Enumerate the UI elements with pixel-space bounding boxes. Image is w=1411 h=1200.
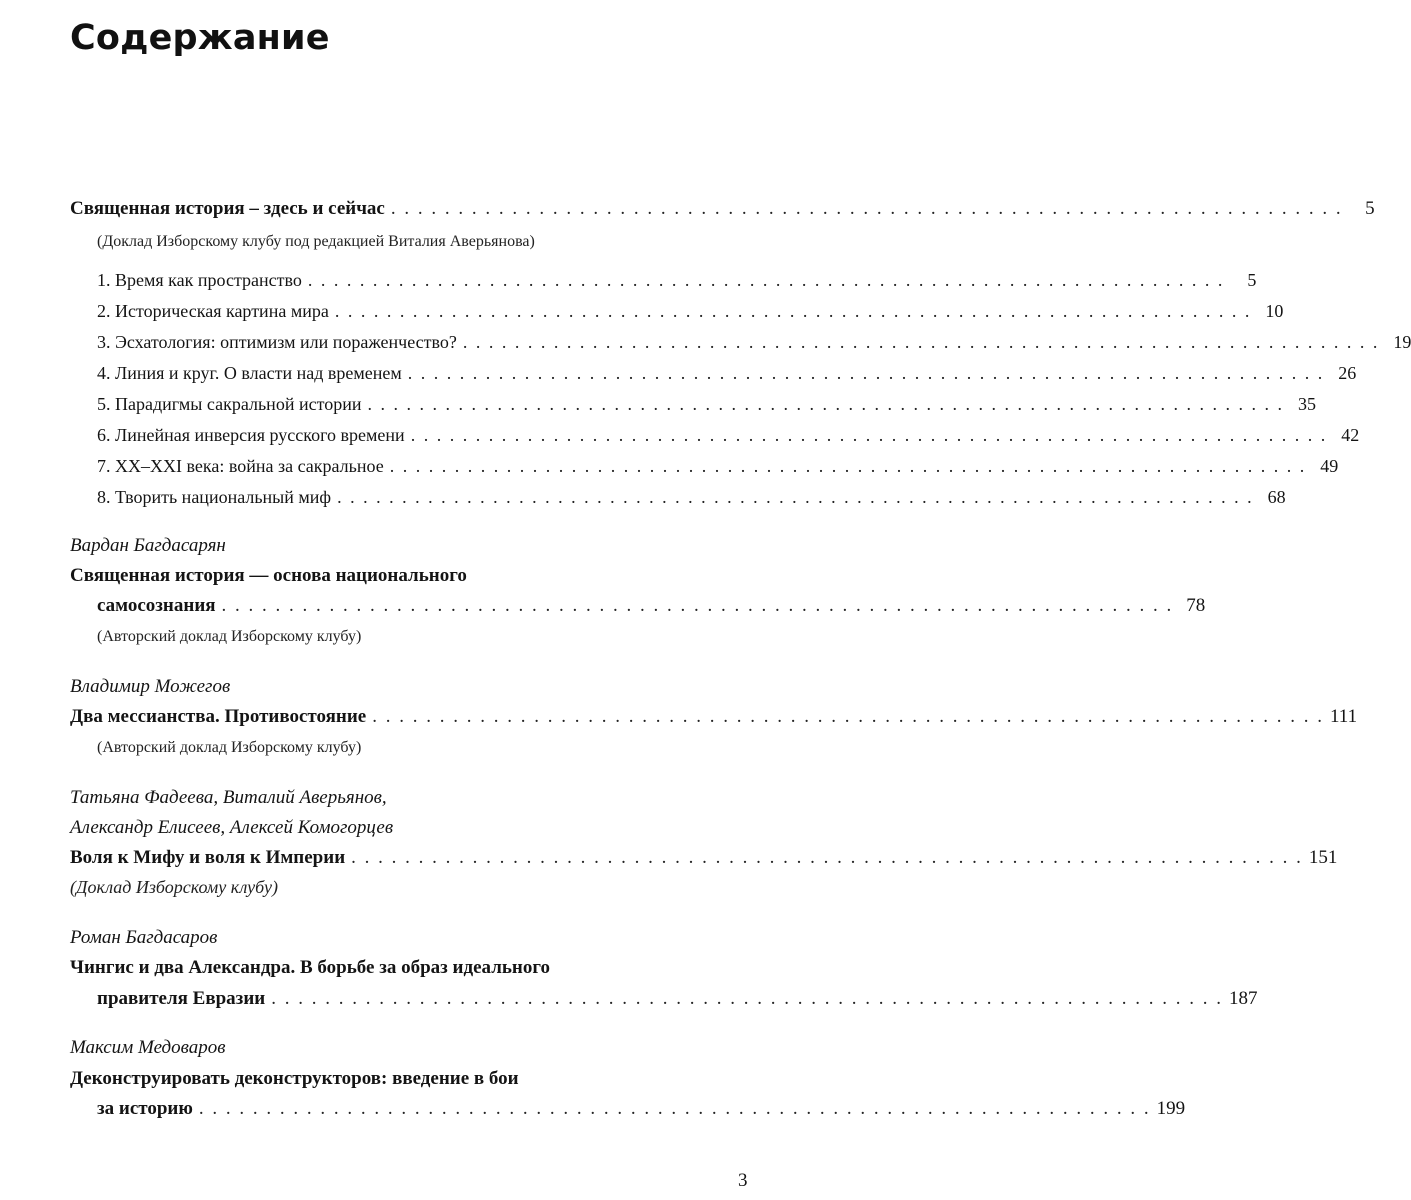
dot-leader: . . . . . . . . . . . . . . . . . . . . . . . . . . . . . . . . . . . . . . . . . . . . . . . . . . . . . . . . . . . . . . . . . . . . . . . [198,1098,1151,1119]
toc-subentry-title: 4. Линия и круг. О власти над временем [97,363,402,383]
toc-entry-page: 187 [1228,988,1258,1009]
toc-subentry-page: 42 [1341,425,1360,445]
toc-entry-page: 111 [1330,706,1358,727]
toc-entry-title: правителя Евразии [97,988,266,1009]
toc-entry-title: Два мессианства. Противостояние [70,706,367,727]
toc-entry-two-messianisms[interactable] [70,703,1358,731]
dot-leader: . . . . . . . . . . . . . . . . . . . . . . . . . . . . . . . . . . . . . . . . . . . . . . . . . . . . . . . . . . . . . . . . . . . . . . . [337,487,1254,507]
dot-leader: . . . . . . . . . . . . . . . . . . . . . . . . . . . . . . . . . . . . . . . . . . . . . . . . . . . . . . . . . . . . . . . . . . . . . . . [307,270,1225,290]
toc-entry-continuation[interactable] [97,985,1258,1013]
toc-entry-continuation[interactable] [97,592,1206,620]
toc-subentry[interactable] [97,266,1257,294]
toc-author: Роман Багдасаров [70,927,218,948]
toc-entry-page: 199 [1156,1098,1186,1119]
toc-entry-title: Воля к Мифу и воля к Империи [70,847,346,868]
toc-subentry-title: 3. Эсхатология: оптимизм или пораженчество? [97,332,457,352]
toc-entry-note: (Доклад Изборскому клубу под редакцией Виталия Аверьянова) [97,233,535,250]
dot-leader: . . . . . . . . . . . . . . . . . . . . . . . . . . . . . . . . . . . . . . . . . . . . . . . . . . . . . . . . . . . . . . . . . . . . . . . [389,456,1307,476]
toc-entry-title[interactable]: Священная история — основа национального [70,565,467,586]
toc-subentry-page: 68 [1267,487,1286,507]
dot-leader: . . . . . . . . . . . . . . . . . . . . . . . . . . . . . . . . . . . . . . . . . . . . . . . . . . . . . . . . . . . . . . . . . . . . . . . [334,301,1252,321]
toc-entry-note: (Доклад Изборскому клубу) [70,877,278,897]
dot-leader: . . . . . . . . . . . . . . . . . . . . . . . . . . . . . . . . . . . . . . . . . . . . . . . . . . . . . . . . . . . . . . . . . . . . . . . [367,394,1284,414]
toc-author: Татьяна Фадеева, Виталий Аверьянов, [70,787,387,808]
toc-subentry[interactable] [97,452,1339,480]
toc-subentry-page: 26 [1338,363,1357,383]
toc-entry-note: (Авторский доклад Изборскому клубу) [97,628,362,645]
dot-leader: . . . . . . . . . . . . . . . . . . . . . . . . . . . . . . . . . . . . . . . . . . . . . . . . . . . . . . . . . . . . . . . . . . . . . . . [221,595,1174,616]
toc-author: Владимир Можегов [70,676,231,697]
toc-entry-page: 78 [1186,595,1206,616]
toc-entry-title[interactable]: Деконструировать деконструкторов: введение в бои [70,1068,519,1089]
toc-subentry[interactable] [97,390,1316,418]
toc-entry-note: (Авторский доклад Изборскому клубу) [97,739,362,756]
toc-author: Александр Елисеев, Алексей Комогорцев [70,817,394,838]
toc-author: Максим Медоваров [70,1037,226,1058]
toc-entry-page: 5 [1365,198,1375,219]
toc-entry-title: Священная история – здесь и сейчас [70,198,385,219]
toc-subentry-page: 10 [1265,301,1284,321]
toc-subentry-page: 49 [1320,456,1339,476]
dot-leader: . . . . . . . . . . . . . . . . . . . . . . . . . . . . . . . . . . . . . . . . . . . . . . . . . . . . . . . . . . . . . . . . . . . . . . . [271,988,1223,1009]
toc-subentry-title: 2. Историческая картина мира [97,301,329,321]
dot-leader: . . . . . . . . . . . . . . . . . . . . . . . . . . . . . . . . . . . . . . . . . . . . . . . . . . . . . . . . . . . . . . . . . . . . . . . [410,425,1328,445]
dot-leader: . . . . . . . . . . . . . . . . . . . . . . . . . . . . . . . . . . . . . . . . . . . . . . . . . . . . . . . . . . . . . . . . . . . . . . . [351,847,1303,868]
toc-subentry-page: 35 [1297,394,1316,414]
toc-entry-will-to-myth[interactable] [70,844,1338,872]
dot-leader: . . . . . . . . . . . . . . . . . . . . . . . . . . . . . . . . . . . . . . . . . . . . . . . . . . . . . . . . . . . . . . . . . . . . . . . [407,363,1325,383]
toc-subentry-page: 5 [1247,270,1257,290]
toc-subentry[interactable] [97,421,1360,449]
toc-subentry-title: 5. Парадигмы сакральной истории [97,394,362,414]
dot-leader: . . . . . . . . . . . . . . . . . . . . . . . . . . . . . . . . . . . . . . . . . . . . . . . . . . . . . . . . . . . . . . . . . . . . . . . [390,198,1343,219]
dot-leader: . . . . . . . . . . . . . . . . . . . . . . . . . . . . . . . . . . . . . . . . . . . . . . . . . . . . . . . . . . . . . . . . . . . . . . . [372,706,1324,727]
toc-entry-page: 151 [1308,847,1338,868]
toc-subentry-title: 1. Время как пространство [97,270,302,290]
toc-subentry[interactable] [97,483,1286,511]
toc-entry-continuation[interactable] [97,1095,1186,1123]
toc-subentry-title: 6. Линейная инверсия русского времени [97,425,405,445]
toc-entry-title: самосознания [97,595,216,616]
toc-entry-sacred-history[interactable] [70,195,1375,223]
toc-subentry[interactable] [97,328,1411,356]
toc-author: Вардан Багдасарян [70,535,226,556]
page-number: 3 [738,1170,748,1191]
toc-entry-title: за историю [97,1098,193,1119]
toc-subentry-title: 7. XX–XXI века: война за сакральное [97,456,384,476]
toc-subentry-title: 8. Творить национальный миф [97,487,332,507]
toc-subentry[interactable] [97,297,1284,325]
toc-entry-title[interactable]: Чингис и два Александра. В борьбе за образ идеального [70,957,551,978]
toc-subentry-page: 19 [1393,332,1411,352]
dot-leader: . . . . . . . . . . . . . . . . . . . . . . . . . . . . . . . . . . . . . . . . . . . . . . . . . . . . . . . . . . . . . . . . . . . . . . . [462,332,1380,352]
toc-subentry[interactable] [97,359,1357,387]
page-title: Содержание [70,18,330,58]
